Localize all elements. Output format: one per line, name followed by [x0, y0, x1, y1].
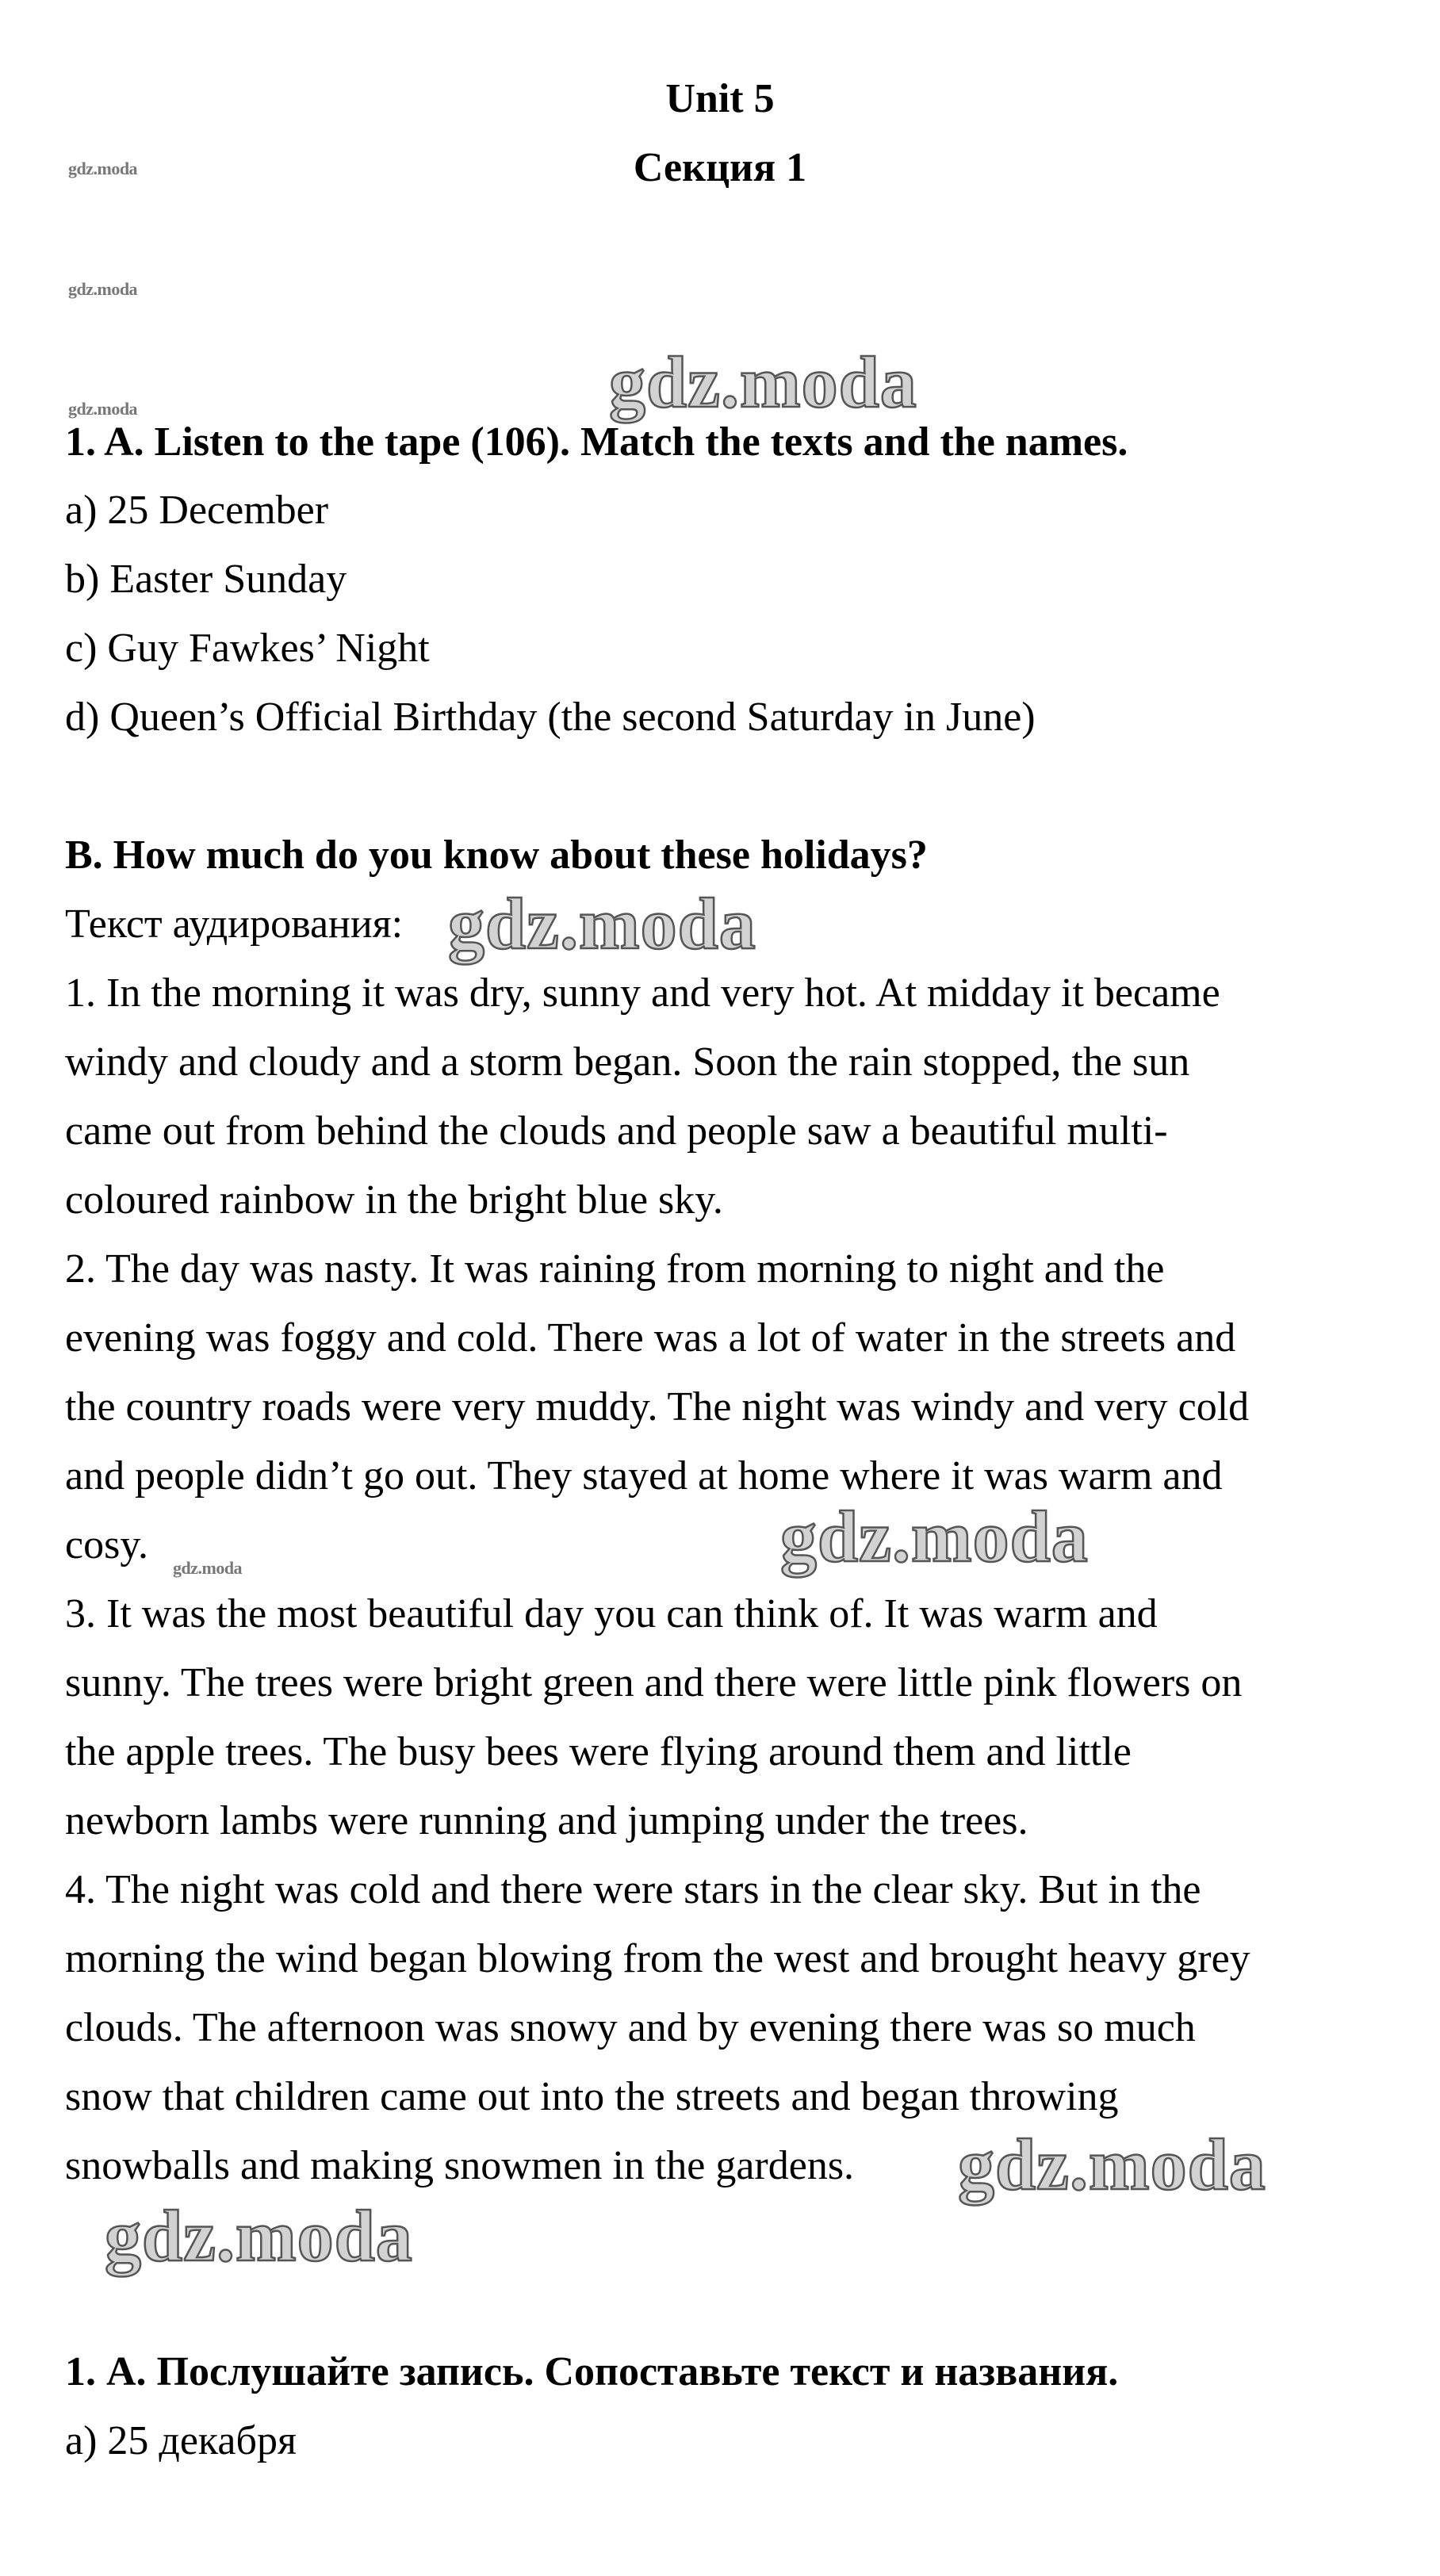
transcript-line: morning the wind began blowing from the west and brought heavy grey [65, 1936, 1250, 1981]
watermark-small: gdz.moda [68, 279, 138, 299]
transcript-line: 2. The day was nasty. It was raining from morning to night and the [65, 1246, 1165, 1292]
watermark-large: gdz.moda [958, 2124, 1266, 2205]
transcript-line: clouds. The afternoon was snowy and by evening there was so much [65, 2005, 1196, 2050]
task-a-title: 1. A. Listen to the tape (106). Match the texts and the names. [65, 419, 1128, 465]
unit-title: Unit 5 [665, 76, 775, 121]
task-b-title: B. How much do you know about these holidays? [65, 833, 928, 878]
watermark-large: gdz.moda [780, 1496, 1089, 1577]
transcript-line: snow that children came out into the streets and began throwing [65, 2074, 1119, 2119]
transcript-line: snowballs and making snowmen in the gardens. [65, 2143, 855, 2188]
translation-title: 1. А. Послушайте запись. Сопоставьте текст и названия. [65, 2349, 1119, 2394]
transcript-line: and people didn’t go out. They stayed at home where it was warm and [65, 1453, 1223, 1499]
transcript-label: Текст аудирования: [65, 901, 404, 947]
watermark-large: gdz.moda [105, 2195, 413, 2276]
transcript-line: the country roads were very muddy. The night was windy and very cold [65, 1384, 1250, 1430]
transcript-line: 1. In the morning it was dry, sunny and very hot. At midday it became [65, 970, 1220, 1016]
watermark-large: gdz.moda [609, 342, 917, 423]
task-a-item: a) 25 December [65, 488, 329, 533]
watermark-small: gdz.moda [173, 1558, 243, 1578]
task-a-item: c) Guy Fawkes’ Night [65, 626, 430, 671]
task-a-item: b) Easter Sunday [65, 557, 347, 602]
transcript-line: windy and cloudy and a storm began. Soon the rain stopped, the sun [65, 1039, 1190, 1085]
transcript-line: newborn lambs were running and jumping under the trees. [65, 1798, 1028, 1843]
translation-item: а) 25 декабря [65, 2418, 297, 2463]
transcript-line: 4. The night was cold and there were stars in the clear sky. But in the [65, 1867, 1201, 1912]
section-title: Секция 1 [633, 145, 807, 190]
watermark-large: gdz.moda [448, 883, 756, 964]
transcript-line: sunny. The trees were bright green and there were little pink flowers on [65, 1660, 1243, 1705]
transcript-line: 3. It was the most beautiful day you can think of. It was warm and [65, 1591, 1158, 1636]
transcript-line: cosy. [65, 1522, 148, 1567]
watermark-small: gdz.moda [68, 399, 138, 419]
transcript-line: came out from behind the clouds and people saw a beautiful multi- [65, 1108, 1168, 1154]
task-a-item: d) Queen’s Official Birthday (the second Saturday in June) [65, 695, 1036, 740]
transcript-line: evening was foggy and cold. There was a lot of water in the streets and [65, 1315, 1236, 1361]
transcript-line: coloured rainbow in the bright blue sky. [65, 1177, 723, 1223]
watermark-small: gdz.moda [68, 159, 138, 178]
transcript-line: the apple trees. The busy bees were flying around them and little [65, 1729, 1132, 1774]
